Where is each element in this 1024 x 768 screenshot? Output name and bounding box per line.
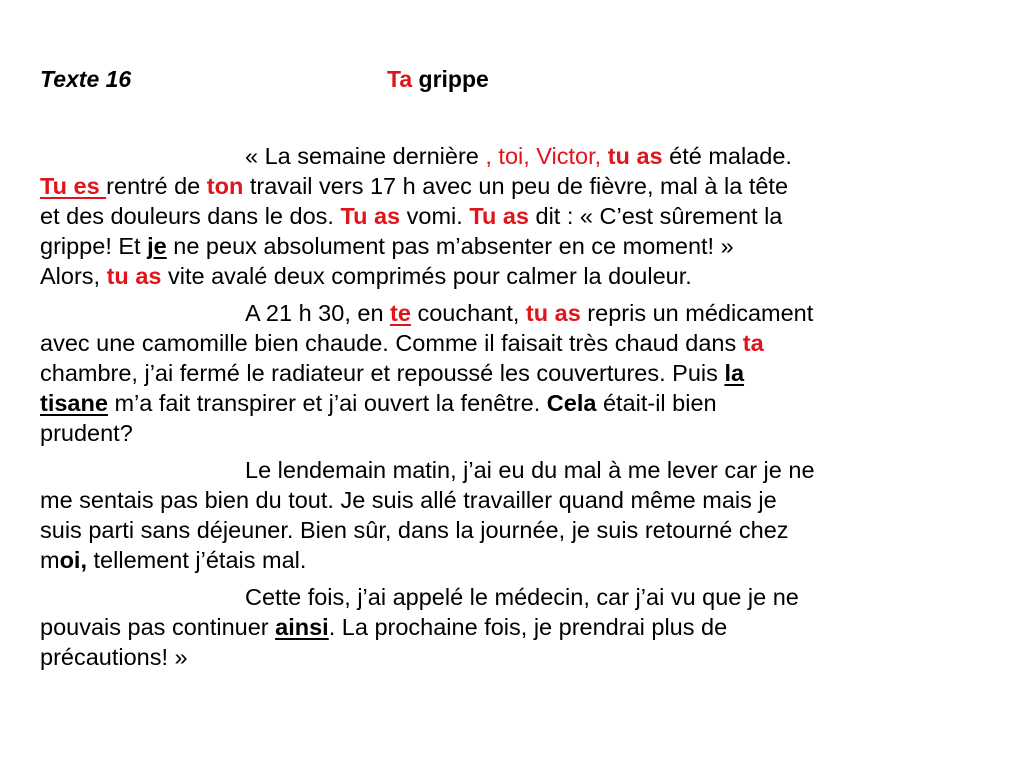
text-span: « La semaine dernière <box>245 143 486 169</box>
paragraph-2-line-5 <box>40 418 984 448</box>
text-span: vite avalé deux comprimés pour calmer la douleur. <box>161 263 692 289</box>
text-span: couchant, <box>410 300 526 326</box>
title-word-grippe: grippe <box>418 66 489 92</box>
text-span: avec une camomille bien chaude. Comme il faisait très chaud dans <box>40 330 743 356</box>
paragraph-2 <box>40 298 984 448</box>
highlight-toi-victor: , toi, Victor, <box>485 143 602 169</box>
paragraph-3-line-2: me sentais pas bien du tout. Je suis allé travailler quand même mais je <box>40 487 777 513</box>
highlight-ta: ta <box>742 330 764 356</box>
highlight-tisane: tisane <box>40 390 108 416</box>
highlight-tu-es: Tu es <box>40 173 107 199</box>
text-span: été malade. <box>662 143 792 169</box>
highlight-te: te <box>390 300 411 326</box>
paragraph-1 <box>40 141 984 291</box>
highlight-tu-as: tu as <box>525 300 581 326</box>
paragraph-3-line-3: suis parti sans déjeuner. Bien sûr, dans la journée, je suis retourné chez <box>40 517 789 543</box>
paragraph-3-line-4 <box>40 545 984 575</box>
text-span: repris un médicament <box>580 300 814 326</box>
text-span: A 21 h 30, en <box>245 300 391 326</box>
highlight-oi: oi, <box>59 547 87 573</box>
highlight-tu-as: tu as <box>607 143 663 169</box>
paragraph-2-line-1 <box>40 298 984 328</box>
text-span: vomi. <box>400 203 470 229</box>
text-span: m’a fait transpirer et j’ai ouvert la fenêtre. <box>107 390 547 416</box>
text-span: ne peux absolument pas m’absenter en ce moment! » <box>166 233 734 259</box>
text-span: . La prochaine fois, je prendrai plus de <box>328 614 728 640</box>
text-span: rentré de <box>106 173 207 199</box>
paragraph-4-line-1: Cette fois, j’ai appelé le médecin, car j’ai vu que je ne <box>245 584 799 610</box>
paragraph-4 <box>40 582 984 672</box>
paragraph-3 <box>40 455 984 575</box>
highlight-tu-as: tu as <box>106 263 162 289</box>
paragraph-2-line-4 <box>40 388 984 418</box>
highlight-je: je <box>147 233 167 259</box>
paragraph-1-line-2 <box>40 171 984 201</box>
highlight-ton: ton <box>206 173 244 199</box>
paragraph-1-line-1 <box>40 141 984 171</box>
text-number-label: Texte 16 <box>40 66 132 92</box>
text-span: prudent? <box>40 420 133 446</box>
highlight-tu-as: Tu as <box>340 203 401 229</box>
header <box>40 66 980 96</box>
text-span: m <box>40 547 60 573</box>
text-span: travail vers 17 h avec un peu de fièvre, mal à la tête <box>243 173 789 199</box>
text-span: Alors, <box>40 263 107 289</box>
paragraph-1-line-3 <box>40 201 984 231</box>
text-span: pouvais pas continuer <box>40 614 276 640</box>
highlight-la: la <box>724 360 745 386</box>
highlight-ainsi: ainsi <box>275 614 329 640</box>
highlight-cela: Cela <box>546 390 597 416</box>
paragraph-1-line-5 <box>40 261 984 291</box>
paragraph-2-line-2 <box>40 328 984 358</box>
paragraph-2-line-3 <box>40 358 984 388</box>
text-span: tellement j’étais mal. <box>87 547 307 573</box>
paragraph-3-line-1: Le lendemain matin, j’ai eu du mal à me lever car je ne <box>245 457 815 483</box>
text-span: dit : « C’est sûrement la <box>528 203 783 229</box>
highlight-tu-as: Tu as <box>469 203 529 229</box>
text-span: et des douleurs dans le dos. <box>40 203 341 229</box>
paragraph-4-line-2 <box>40 612 984 642</box>
body-text <box>40 141 984 679</box>
title-word-ta: Ta <box>387 66 413 92</box>
paragraph-1-line-4 <box>40 231 984 261</box>
page-title <box>387 66 489 93</box>
paragraph-4-line-3: précautions! » <box>40 644 188 670</box>
text-span: grippe! Et <box>40 233 148 259</box>
text-span: était-il bien <box>596 390 717 416</box>
text-span: chambre, j’ai fermé le radiateur et repoussé les couvertures. Puis <box>40 360 725 386</box>
